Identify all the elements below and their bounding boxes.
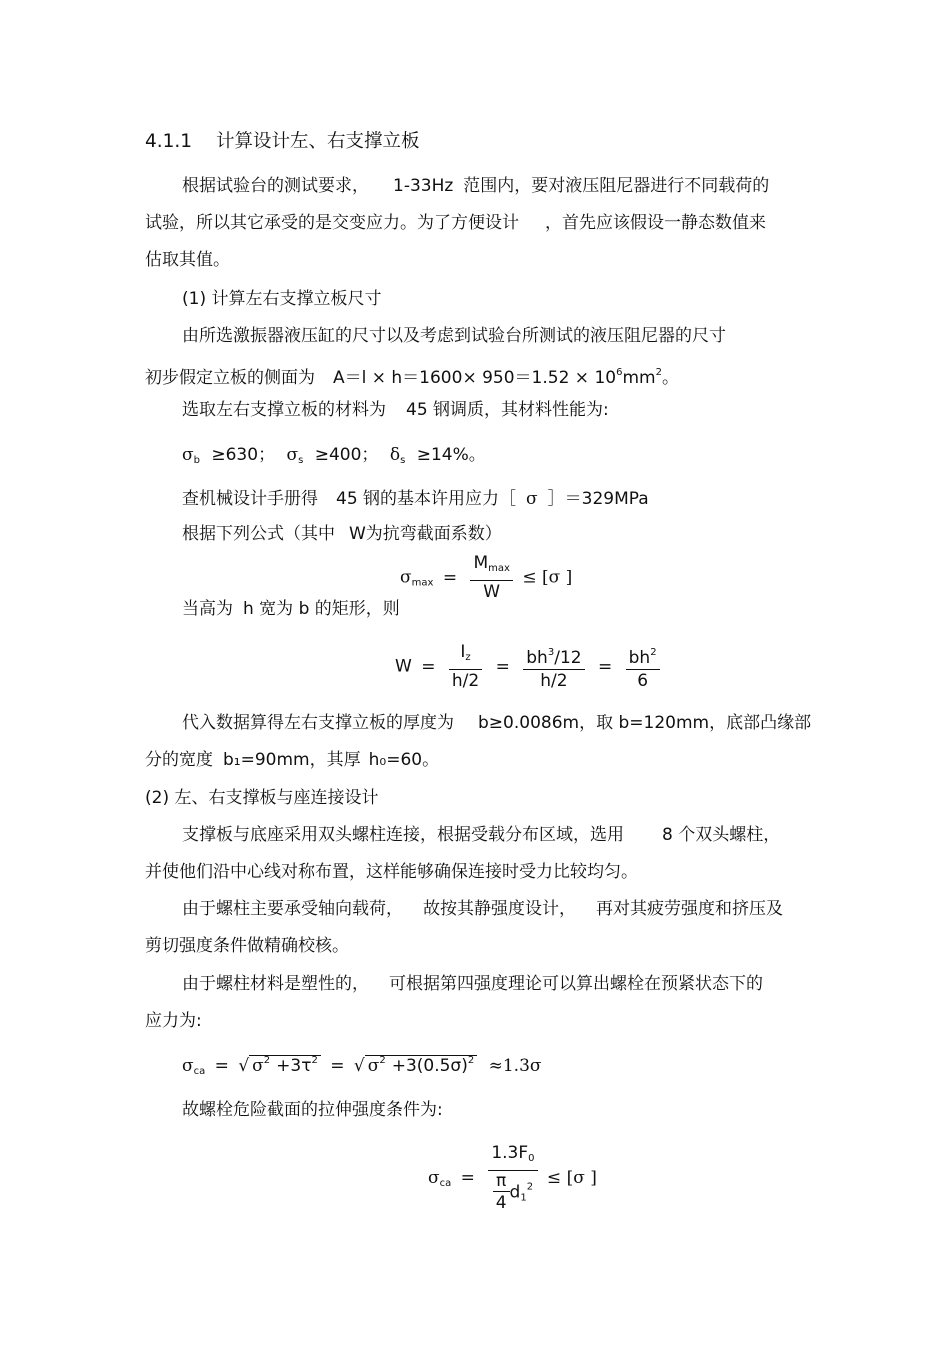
text: ≥400；: [314, 445, 379, 465]
text: ca: [439, 1178, 452, 1189]
text: ≈1.3σ: [488, 1056, 542, 1076]
text: =: [421, 656, 436, 677]
item2-heading: (2) 左、右支撑板与座连接设计: [145, 788, 379, 808]
text: W为抗弯截面系数）: [349, 524, 502, 544]
text: 。: [661, 368, 679, 388]
text: =: [597, 656, 613, 677]
text: 1: [520, 1192, 527, 1204]
text: 2: [650, 646, 657, 658]
text: 6: [616, 367, 623, 378]
text: 45 钢调质，其材料性能为:: [406, 400, 609, 420]
text: h/2: [540, 670, 568, 691]
fraction: [523, 642, 584, 692]
text: σ: [182, 445, 194, 465]
text: =: [460, 1168, 475, 1188]
text: max: [488, 563, 510, 574]
item1-heading: (1) 计算左右支撑立板尺寸: [182, 289, 382, 309]
material-properties: [182, 444, 486, 472]
text: 45 钢的基本许用应力［: [336, 489, 517, 509]
text: d: [509, 1182, 521, 1203]
para8-line2: 并使他们沿中心线对称布置，这样能够确保连接时受力比较均匀。: [145, 862, 638, 882]
text: +3τ: [276, 1056, 312, 1076]
para2-line2: [145, 362, 679, 389]
radicand: [365, 1055, 478, 1076]
text: σ: [526, 489, 538, 509]
text: 2: [467, 1055, 475, 1066]
fraction: [626, 642, 660, 692]
text: σ: [286, 445, 299, 465]
text: M: [473, 553, 489, 573]
text: I: [460, 642, 466, 662]
text: 2: [655, 367, 662, 378]
formula-tensile-strength: [428, 1142, 597, 1214]
formula-equivalent-stress: [182, 1055, 542, 1077]
text: 由于螺柱主要承受轴向载荷，: [182, 899, 403, 919]
text: mm: [622, 368, 656, 388]
text: 分的宽度: [145, 750, 213, 770]
fraction: [449, 641, 482, 692]
text: h/2: [451, 671, 480, 691]
text: 1.3F: [491, 1143, 529, 1163]
text: ≥14%。: [416, 445, 486, 465]
text: π: [493, 1171, 510, 1192]
text: =: [495, 656, 510, 677]
section-title: 计算设计左、右支撑立板: [215, 131, 420, 152]
text: 8 个双头螺柱，: [662, 825, 781, 845]
text: h₀=60。: [368, 750, 440, 770]
text: 2: [379, 1055, 386, 1066]
radicand: [249, 1055, 321, 1076]
text: δ: [389, 445, 401, 465]
text: ca: [193, 1066, 206, 1077]
text: 支撑板与底座采用双头螺柱连接，根据受载分布区域，选用: [182, 825, 624, 845]
text: 由于螺柱材料是塑性的，: [182, 974, 369, 994]
formula-section-modulus: [395, 641, 664, 692]
text: +3(0.5σ): [391, 1056, 468, 1076]
para10-line2: 应力为:: [145, 1011, 202, 1031]
para7-line1: [182, 712, 811, 734]
formula-bending-stress: [400, 552, 572, 603]
text: h 宽为 b 的矩形，则: [243, 599, 400, 619]
sqrt-icon: √: [238, 1056, 250, 1076]
text: s: [400, 455, 406, 466]
text: σ: [400, 567, 412, 588]
text: 3: [547, 646, 555, 658]
text: 2: [263, 1055, 271, 1066]
text: =: [442, 567, 458, 588]
sqrt-icon: √: [353, 1056, 365, 1076]
para5: [182, 523, 502, 545]
para9-line1: [182, 898, 783, 920]
para6: [182, 598, 400, 620]
text: z: [465, 652, 471, 663]
text: σ: [428, 1168, 440, 1188]
text: ≤ [σ ]: [546, 1168, 597, 1188]
para9-line2: 剪切强度条件做精确校核。: [145, 936, 349, 956]
para2-line1: 由所选激振器液压缸的尺寸以及考虑到试验台所测试的液压阻尼器的尺寸: [182, 326, 726, 346]
text: /12: [554, 647, 582, 668]
para3: [182, 399, 609, 421]
text: b₁=90mm，其厚: [223, 750, 361, 770]
para10-line1: [182, 973, 763, 995]
text: ≥630；: [211, 445, 276, 465]
section-number: 4.1.1: [145, 131, 193, 152]
text: σ: [182, 1056, 194, 1076]
text: 1-33Hz: [393, 176, 454, 196]
text: 可根据第四强度理论可以算出螺栓在预紧状态下的: [389, 974, 763, 994]
section-heading: [145, 131, 419, 153]
para11: 故螺栓危险截面的拉伸强度条件为:: [182, 1100, 443, 1120]
text: 故按其静强度设计，: [423, 899, 576, 919]
text: 初步假定立板的侧面为: [145, 368, 315, 388]
text: max: [411, 577, 434, 589]
para1-line3: 估取其值。: [145, 250, 230, 270]
formula-inline: A＝l × h＝1600× 950＝1.52 × 10: [333, 368, 617, 388]
fraction: [493, 1171, 510, 1214]
text: s: [298, 455, 304, 466]
fraction: [488, 1142, 537, 1214]
text: ］＝329MPa: [547, 489, 649, 509]
text: 6: [637, 670, 649, 691]
text: σ: [252, 1056, 264, 1076]
text: b: [193, 455, 200, 466]
text: b≥0.0086m，取 b=120mm，底部凸缘部: [478, 713, 812, 733]
text: bh: [628, 647, 651, 668]
text: W: [483, 582, 501, 602]
text: ≤ [σ ]: [522, 567, 573, 588]
text: ，首先应该假设一静态数值来: [545, 213, 766, 233]
text: 2: [311, 1055, 318, 1066]
text: 0: [528, 1153, 535, 1164]
text: 2: [526, 1181, 534, 1193]
para7-line2: [145, 749, 439, 771]
text: W: [395, 656, 412, 677]
text: 根据下列公式（其中: [182, 524, 335, 544]
para4: [182, 488, 649, 510]
para1-line2: [145, 212, 766, 234]
text: 选取左右支撑立板的材料为: [182, 400, 386, 420]
text: 试验，所以其它承受的是交变应力。为了方便设计: [145, 213, 519, 233]
fraction: [470, 552, 512, 603]
text: σ: [367, 1056, 380, 1076]
para8-line1: [182, 824, 780, 846]
text: 再对其疲劳强度和挤压及: [596, 899, 783, 919]
denominator: [488, 1171, 537, 1214]
text: 4: [495, 1193, 507, 1213]
text: 代入数据算得左右支撑立板的厚度为: [182, 713, 454, 733]
text: 根据试验台的测试要求，: [182, 176, 369, 196]
para1-line1: [182, 175, 769, 197]
text: =: [330, 1056, 345, 1076]
text: 当高为: [182, 599, 233, 619]
text: 查机械设计手册得: [182, 489, 318, 509]
text: 范围内，要对液压阻尼器进行不同载荷的: [463, 176, 770, 196]
text: bh: [526, 647, 548, 668]
text: =: [214, 1056, 229, 1076]
